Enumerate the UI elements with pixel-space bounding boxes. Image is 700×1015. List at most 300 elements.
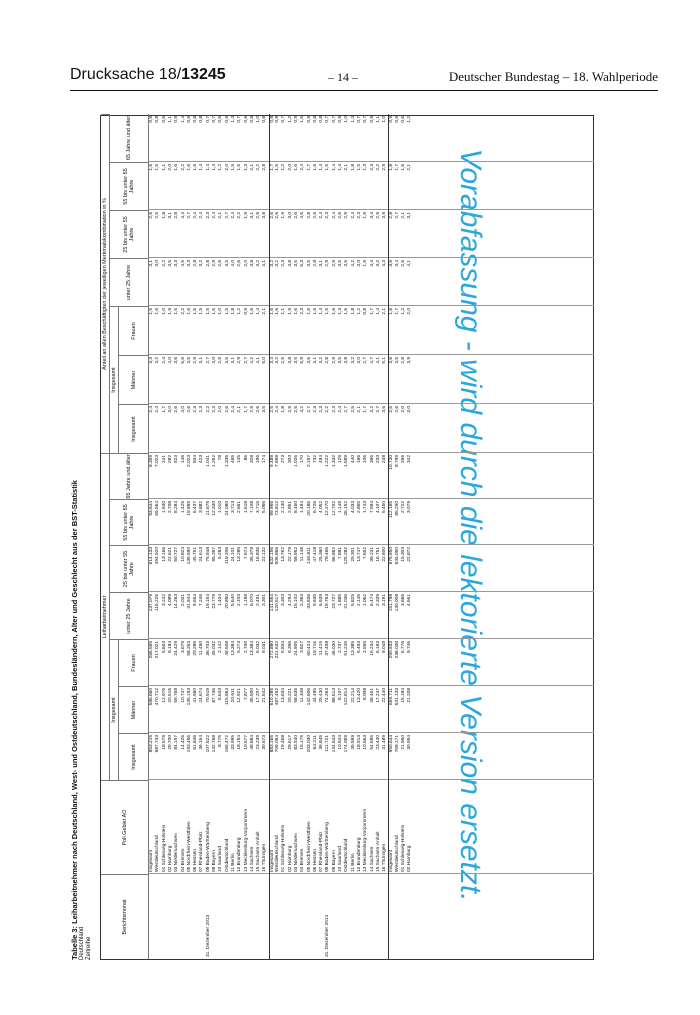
row-value: 2,8 bbox=[262, 164, 268, 171]
row-value: 1,3 bbox=[230, 116, 236, 123]
row-value: 1,9 bbox=[363, 260, 369, 267]
row-value: 1.332 bbox=[331, 455, 337, 468]
row-value: 769.171 bbox=[394, 735, 400, 753]
row-value: 51.245 bbox=[344, 641, 350, 656]
row-value: 2,3 bbox=[300, 308, 306, 315]
row-value: 35.599 bbox=[350, 735, 356, 750]
row-value: 20.186 bbox=[306, 501, 312, 516]
row-value: 22.179 bbox=[287, 547, 293, 562]
row-value: 112.165 bbox=[389, 501, 395, 518]
row-value: 19.468 bbox=[281, 735, 287, 750]
row-value: 10.563 bbox=[363, 735, 369, 750]
row-value: 10.844 bbox=[338, 735, 343, 750]
row-value: 2,7 bbox=[205, 357, 211, 364]
row-value: 3,1 bbox=[312, 357, 318, 364]
row-value: 9.654 bbox=[193, 594, 199, 607]
row-value: 3,2 bbox=[275, 260, 280, 267]
row-value: 58.952 bbox=[293, 547, 299, 562]
row-value: 3,0 bbox=[212, 357, 217, 364]
row-value: 1,5 bbox=[401, 164, 406, 171]
row-value: 4,0 bbox=[167, 357, 173, 364]
row-value: 15.184 bbox=[401, 688, 406, 703]
row-value: 4,2 bbox=[350, 260, 356, 267]
publisher: Deutscher Bundestag – 18. Wahlperiode bbox=[448, 69, 658, 84]
row-value: 20.221 bbox=[287, 688, 293, 703]
row-value: 4,5 bbox=[180, 260, 186, 267]
row-value: 20.611 bbox=[230, 688, 236, 703]
row-value: 2,7 bbox=[394, 212, 400, 219]
row-value: 3,8 bbox=[344, 357, 350, 364]
row-region: 08 Baden-Württemberg bbox=[205, 822, 211, 872]
row-value: 99.966 bbox=[269, 501, 275, 516]
row-value: 20.286 bbox=[193, 641, 199, 656]
row-region: 07 Rheinland-Pfalz bbox=[319, 831, 325, 872]
row-value: 8.775 bbox=[218, 735, 224, 748]
row-value: 5.834 bbox=[281, 641, 287, 654]
row-value: 440 bbox=[350, 455, 356, 464]
row-value: 2,4 bbox=[149, 406, 154, 413]
row-value: 10.824 bbox=[180, 547, 186, 562]
header-pct-55-65: 55 bis unter 65 Jahre bbox=[110, 162, 149, 210]
row-value: 11.679 bbox=[205, 501, 211, 516]
row-value: 2,6 bbox=[149, 212, 154, 219]
header-unter-25: unter 25 Jahre bbox=[110, 592, 149, 639]
row-region: Ostdeutschland bbox=[344, 838, 350, 872]
row-value: 83.540 bbox=[293, 735, 299, 750]
header-maenner: Männer bbox=[119, 686, 149, 733]
row-value: 25.360 bbox=[319, 547, 325, 562]
header-anteil-insgesamt: Insgesamt bbox=[110, 306, 119, 453]
row-value: 0,8 bbox=[155, 116, 161, 123]
row-region: 01 Schleswig-Holstein bbox=[281, 824, 287, 872]
row-value: 22.600 bbox=[382, 547, 388, 562]
page-number: – 14 – bbox=[328, 70, 358, 84]
row-value: 39.461 bbox=[369, 688, 375, 703]
row-value: 10.747 bbox=[180, 688, 186, 703]
row-value: 26.152 bbox=[344, 501, 350, 516]
row-value: 24.905 bbox=[293, 641, 299, 656]
row-region: 06 Hessen bbox=[193, 849, 199, 872]
row-value: 2,6 bbox=[224, 406, 230, 413]
row-value: 7.994 bbox=[369, 501, 375, 514]
row-value: 1,3 bbox=[363, 164, 369, 171]
row-value: 423 bbox=[199, 455, 205, 464]
row-value: 2,1 bbox=[382, 308, 388, 315]
row-value: 1,5 bbox=[174, 308, 180, 315]
row-value: 2,7 bbox=[243, 357, 249, 364]
row-value: 12.702 bbox=[331, 501, 337, 516]
row-value: 193.456 bbox=[186, 735, 192, 753]
row-value: 3,5 bbox=[389, 260, 395, 267]
row-region: 10 Saarland bbox=[338, 846, 343, 872]
row-value: 2,0 bbox=[167, 164, 173, 171]
row-value: 73.812 bbox=[275, 501, 280, 516]
row-value: 2.130 bbox=[281, 501, 287, 514]
row-value: 4.661 bbox=[407, 594, 413, 607]
row-value: 2,9 bbox=[193, 357, 199, 364]
row-value: 3.301 bbox=[262, 594, 268, 607]
row-value: 6.032 bbox=[256, 641, 262, 654]
row-value: 31.944 bbox=[186, 594, 192, 609]
row-value: 146.811 bbox=[306, 547, 312, 564]
row-region: 16 Thüringen bbox=[382, 843, 388, 872]
row-value: 29.700 bbox=[167, 735, 173, 750]
row-value: 3,1 bbox=[407, 212, 413, 219]
row-value: 6.726 bbox=[312, 501, 318, 514]
row-value: 13.762 bbox=[281, 547, 287, 562]
row-value: 11.148 bbox=[300, 547, 306, 562]
row-value: 3,9 bbox=[382, 212, 388, 219]
row-region: Westdeutschland bbox=[275, 835, 280, 872]
row-value: 2,2 bbox=[375, 164, 381, 171]
row-value: 687.733 bbox=[155, 735, 161, 753]
row-value: 4,6 bbox=[300, 212, 306, 219]
row-region: 09 Bayern bbox=[212, 850, 217, 872]
row-value: 0,7 bbox=[281, 116, 287, 123]
row-value: 2,7 bbox=[186, 212, 192, 219]
row-value: 2,1 bbox=[218, 212, 224, 219]
row-value: 290.933 bbox=[389, 641, 395, 659]
row-value: 22.621 bbox=[167, 547, 173, 562]
row-value: 1,8 bbox=[389, 164, 395, 171]
row-value: 3,5 bbox=[167, 260, 173, 267]
row-value: 22.214 bbox=[350, 688, 356, 703]
row-value: 36.845 bbox=[319, 735, 325, 750]
row-value: 3,5 bbox=[224, 260, 230, 267]
row-value: 586.660 bbox=[149, 688, 154, 706]
row-value: 1,8 bbox=[350, 308, 356, 315]
row-value: 3.716 bbox=[256, 501, 262, 514]
row-value: 9.031 bbox=[262, 641, 268, 654]
row-value: 1.589 bbox=[344, 455, 350, 468]
row-value: 1,4 bbox=[338, 164, 343, 171]
row-value: 1,5 bbox=[312, 164, 318, 171]
row-value: 17.247 bbox=[375, 688, 381, 703]
row-value: 2,3 bbox=[281, 260, 287, 267]
row-value: 1,3 bbox=[243, 164, 249, 171]
row-value: 3,5 bbox=[338, 357, 343, 364]
row-value: 1,5 bbox=[237, 164, 243, 171]
row-value: 2.339 bbox=[375, 594, 381, 607]
row-value: 2,2 bbox=[180, 164, 186, 171]
row-value: 923 bbox=[174, 455, 180, 464]
row-value: 15.303 bbox=[401, 547, 406, 562]
row-value: 70.919 bbox=[205, 688, 211, 703]
row-value: 6.939 bbox=[319, 594, 325, 607]
row-value: 174.059 bbox=[344, 735, 350, 753]
row-value: 88.613 bbox=[331, 688, 337, 703]
row-value: 0,8 bbox=[319, 116, 325, 123]
row-value: 1,5 bbox=[312, 308, 318, 315]
header-25-55: 25 bis unter 55 Jahre bbox=[110, 545, 149, 592]
row-value: 1,6 bbox=[186, 164, 192, 171]
row-value: 19.716 bbox=[312, 641, 318, 656]
row-value: 145 bbox=[237, 455, 243, 464]
row-value: 1,8 bbox=[161, 212, 167, 219]
row-value: 60.727 bbox=[174, 547, 180, 562]
row-value: 37.458 bbox=[325, 641, 331, 656]
row-value: 2,4 bbox=[161, 357, 167, 364]
row-value: 3,0 bbox=[287, 212, 293, 219]
row-value: 21.036 bbox=[344, 594, 350, 609]
row-value: 8.008 bbox=[363, 688, 369, 701]
row-value: 2,3 bbox=[205, 212, 211, 219]
row-value: 3,2 bbox=[256, 260, 262, 267]
row-value: 0,7 bbox=[356, 116, 362, 123]
row-value: 3,2 bbox=[369, 406, 375, 413]
row-value: 3,0 bbox=[407, 406, 413, 413]
row-value: 3,0 bbox=[356, 357, 362, 364]
row-value: 1,8 bbox=[281, 406, 287, 413]
row-value: 1,5 bbox=[325, 308, 331, 315]
row-value: 4,4 bbox=[180, 212, 186, 219]
row-value: 2,0 bbox=[401, 406, 406, 413]
row-value: 1,9 bbox=[167, 308, 173, 315]
row-value: 135.193 bbox=[186, 688, 192, 706]
row-region: Insgesamt bbox=[149, 849, 154, 872]
row-value: 1,6 bbox=[269, 308, 275, 315]
row-value: 54.695 bbox=[369, 735, 375, 750]
row-value: 4.052 bbox=[319, 501, 325, 514]
row-value: 9.184 bbox=[167, 641, 173, 654]
row-value: 1.336 bbox=[224, 455, 230, 468]
row-value: 35.378 bbox=[249, 547, 255, 562]
row-value: 6.474 bbox=[369, 594, 375, 607]
row-value: 1.494 bbox=[300, 501, 306, 514]
row-value: 1,5 bbox=[325, 164, 331, 171]
row-value: 1,6 bbox=[186, 308, 192, 315]
row-region: 16 Thüringen bbox=[262, 843, 268, 872]
row-value: 166 bbox=[356, 455, 362, 464]
row-value: 139.590 bbox=[186, 547, 192, 565]
row-value: 3,1 bbox=[319, 260, 325, 267]
row-value: 2.197 bbox=[306, 455, 312, 468]
row-value: 2,3 bbox=[199, 406, 205, 413]
row-value: 16.751 bbox=[375, 547, 381, 562]
row-value: 2.737 bbox=[338, 641, 343, 654]
row-region: 08 Baden-Württemberg bbox=[325, 822, 331, 872]
row-region: 12 Brandenburg bbox=[237, 837, 243, 872]
row-value: 0,9 bbox=[338, 116, 343, 123]
header-insgesamt: Insgesamt bbox=[119, 733, 149, 780]
row-value: 248 bbox=[382, 455, 388, 464]
row-value: 142.606 bbox=[306, 688, 312, 706]
row-value: 272.880 bbox=[269, 641, 275, 659]
row-value: 8.799 bbox=[394, 455, 400, 468]
row-value: 5,0 bbox=[262, 357, 268, 364]
row-value: 0,6 bbox=[218, 116, 224, 123]
header-frauen: Frauen bbox=[119, 639, 149, 686]
row-value: 4,7 bbox=[369, 357, 375, 364]
row-value: 494.920 bbox=[155, 547, 161, 565]
row-value: 6.070 bbox=[249, 594, 255, 607]
row-value: 2,2 bbox=[256, 164, 262, 171]
row-value: 58.263 bbox=[186, 641, 192, 656]
row-value: 1.062 bbox=[363, 594, 369, 607]
row-value: 1,1 bbox=[161, 164, 167, 171]
row-value: 2.555 bbox=[363, 641, 369, 654]
row-value: 0,7 bbox=[205, 116, 211, 123]
row-value: 2,8 bbox=[205, 260, 211, 267]
row-value: 1,5 bbox=[199, 308, 205, 315]
row-value: 2.145 bbox=[356, 594, 362, 607]
row-value: 2,6 bbox=[293, 212, 299, 219]
row-value: 3,8 bbox=[287, 357, 293, 364]
row-value: 4,0 bbox=[230, 260, 236, 267]
row-value: 4,1 bbox=[256, 357, 262, 364]
row-value: 2,9 bbox=[331, 357, 337, 364]
row-value: 8.284 bbox=[174, 501, 180, 514]
row-value: 125.282 bbox=[344, 547, 350, 565]
row-value: 5.273 bbox=[237, 641, 243, 654]
row-value: 1,6 bbox=[344, 308, 350, 315]
row-value: 3,4 bbox=[394, 260, 400, 267]
row-value: 0,8 bbox=[149, 116, 154, 123]
watermark-text: Vorabfassung - wird durch die lektorierte Version ersetzt. bbox=[454, 148, 487, 902]
row-value: 1,4 bbox=[256, 308, 262, 315]
row-value: 0,9 bbox=[174, 116, 180, 123]
row-value: 1,1 bbox=[375, 116, 381, 123]
row-value: 5.450 bbox=[382, 501, 388, 514]
row-value: 11.415 bbox=[319, 641, 325, 656]
row-value: 2.031 bbox=[180, 594, 186, 607]
row-value: 21.642 bbox=[262, 688, 268, 703]
row-month: 31. Dezember 2014 bbox=[325, 914, 331, 957]
row-value: 3,6 bbox=[389, 357, 395, 364]
row-value: 24.101 bbox=[230, 547, 236, 562]
row-value: 3,5 bbox=[293, 260, 299, 267]
row-value: 12.330 bbox=[212, 501, 217, 516]
row-value: 11.490 bbox=[199, 641, 205, 656]
row-value: 35.500 bbox=[249, 688, 255, 703]
row-value: 1,3 bbox=[338, 308, 343, 315]
row-value: 48.884 bbox=[249, 735, 255, 750]
row-value: 4,4 bbox=[369, 260, 375, 267]
row-value: 0,9 bbox=[369, 116, 375, 123]
row-value: 59.768 bbox=[174, 688, 180, 703]
row-value: 2,6 bbox=[218, 260, 224, 267]
row-value: 20.516 bbox=[167, 688, 173, 703]
row-value: 5,3 bbox=[300, 260, 306, 267]
row-value: 2.722 bbox=[401, 501, 406, 514]
row-value: 25.301 bbox=[350, 547, 356, 562]
row-value: 3.303 bbox=[281, 594, 287, 607]
row-value: 1.199 bbox=[243, 594, 249, 607]
row-value: 96.882 bbox=[331, 547, 337, 562]
row-value: 69.564 bbox=[155, 501, 161, 516]
row-region: 01 Schleswig-Holstein bbox=[161, 824, 167, 872]
row-value: 1,6 bbox=[155, 308, 161, 315]
row-value: 0,8 bbox=[269, 116, 275, 123]
row-value: 2,3 bbox=[331, 406, 337, 413]
row-value: 4.033 bbox=[350, 501, 356, 514]
row-value: 24.674 bbox=[199, 688, 205, 703]
row-value: 2.142 bbox=[218, 641, 224, 654]
row-value: 2,1 bbox=[401, 212, 406, 219]
row-value: 1,4 bbox=[319, 308, 325, 315]
row-region: 14 Sachsen bbox=[369, 846, 375, 872]
row-value: 2,3 bbox=[312, 406, 318, 413]
row-value: 119.206 bbox=[224, 547, 230, 564]
row-value: 241 bbox=[161, 455, 167, 464]
subtitle-line: Deutschland bbox=[79, 926, 85, 960]
row-value: 1,7 bbox=[369, 308, 375, 315]
row-value: 86 bbox=[243, 455, 249, 461]
row-value: 2.363 bbox=[300, 594, 306, 607]
row-value: 3,5 bbox=[338, 260, 343, 267]
row-value: 3,6 bbox=[306, 357, 312, 364]
row-value: 494 bbox=[319, 455, 325, 464]
row-value: 0,8 bbox=[275, 116, 280, 123]
row-value: 9.935 bbox=[312, 594, 318, 607]
row-value: 2,6 bbox=[269, 212, 275, 219]
row-value: 19.899 bbox=[186, 501, 192, 516]
row-value: 122.814 bbox=[344, 688, 350, 706]
row-value: 6.283 bbox=[218, 547, 224, 560]
row-value: 3,0 bbox=[155, 260, 161, 267]
row-value: 41.560 bbox=[193, 688, 199, 703]
row-value: 5.066 bbox=[262, 501, 268, 514]
row-value: 2,2 bbox=[205, 406, 211, 413]
row-region: 02 Hamburg bbox=[167, 845, 173, 872]
row-value: 1,3 bbox=[350, 116, 356, 123]
row-value: 9.049 bbox=[382, 641, 388, 654]
row-value: 1,7 bbox=[243, 406, 249, 413]
row-value: 33.995 bbox=[230, 735, 236, 750]
row-value: 0,9 bbox=[186, 116, 192, 123]
row-value: 44.495 bbox=[312, 688, 318, 703]
row-value: 2,7 bbox=[363, 357, 369, 364]
row-value: 217.021 bbox=[155, 641, 161, 659]
row-value: 3,9 bbox=[407, 357, 413, 364]
row-value: 883.165 bbox=[269, 735, 275, 753]
row-value: 2,8 bbox=[193, 260, 199, 267]
header-pct-insgesamt: Insgesamt bbox=[119, 404, 149, 453]
row-value: 9.489 bbox=[269, 455, 275, 468]
row-value: 3,1 bbox=[249, 212, 255, 219]
row-value: 2,9 bbox=[212, 260, 217, 267]
row-value: 18.194 bbox=[237, 735, 243, 750]
table-grid bbox=[100, 115, 594, 960]
row-value: 2,2 bbox=[180, 308, 186, 315]
row-value: 130.008 bbox=[394, 594, 400, 612]
row-value: 1,4 bbox=[375, 308, 381, 315]
row-value: 18.579 bbox=[161, 735, 167, 750]
row-value: 1,2 bbox=[237, 308, 243, 315]
row-value: 2,7 bbox=[306, 406, 312, 413]
row-value: 3.713 bbox=[230, 501, 236, 514]
row-value: 3,1 bbox=[230, 357, 236, 364]
row-value: 2,6 bbox=[256, 406, 262, 413]
row-value: 3.666 bbox=[401, 594, 406, 607]
row-value: 2,6 bbox=[338, 212, 343, 219]
row-value: 3,6 bbox=[344, 260, 350, 267]
row-value: 203.030 bbox=[306, 735, 312, 753]
row-region: Ostdeutschland bbox=[224, 838, 230, 872]
row-value: 2,4 bbox=[230, 212, 236, 219]
row-value: 0,7 bbox=[325, 116, 331, 123]
row-value: 1,5 bbox=[193, 308, 199, 315]
row-value: 3.882 bbox=[199, 501, 205, 514]
row-value: 2,1 bbox=[237, 406, 243, 413]
row-value: 1,7 bbox=[161, 406, 167, 413]
row-value: 1,0 bbox=[161, 308, 167, 315]
row-value: 1.885 bbox=[338, 594, 343, 607]
row-value: 106 bbox=[363, 455, 369, 464]
row-value: 2,1 bbox=[407, 164, 413, 171]
row-value: 5.825 bbox=[350, 594, 356, 607]
row-value: 2,4 bbox=[199, 212, 205, 219]
